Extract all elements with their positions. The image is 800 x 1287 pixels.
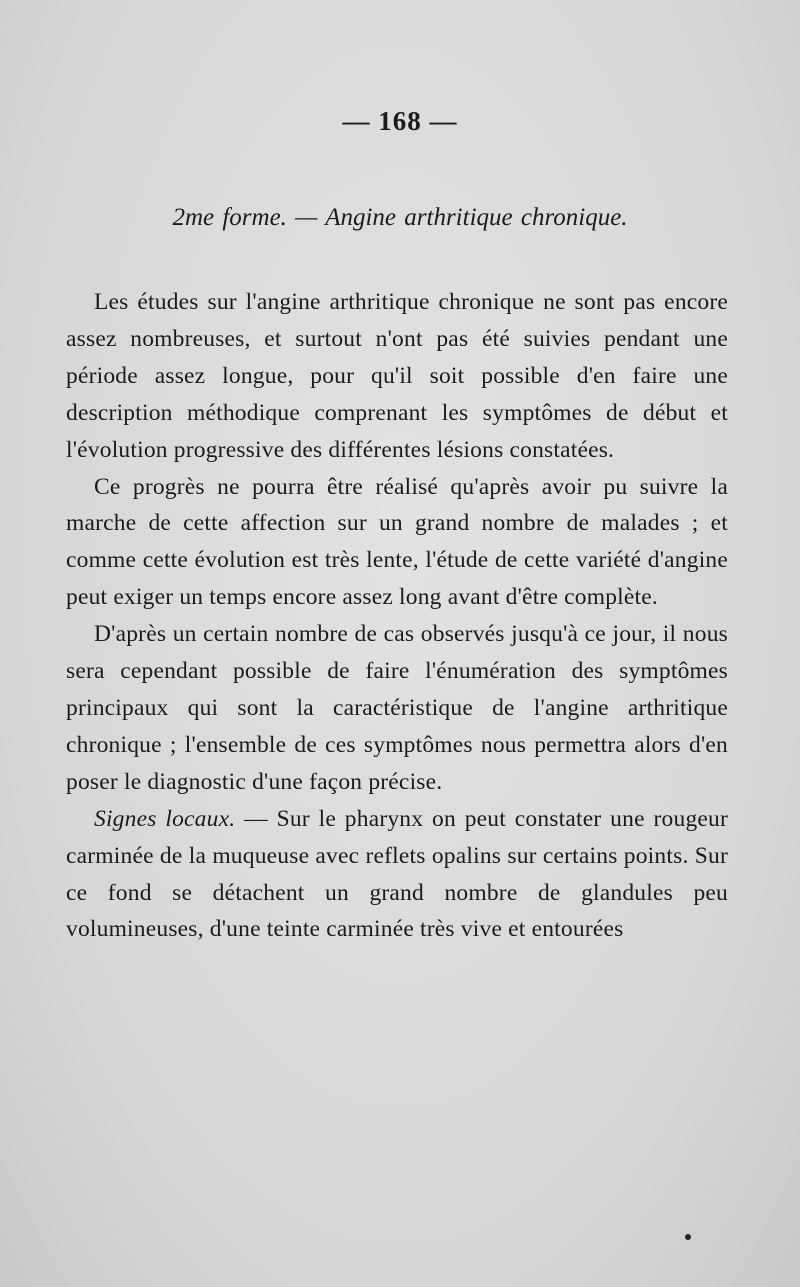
body-text bbox=[66, 284, 728, 948]
paragraph bbox=[66, 469, 728, 617]
paragraph-text: D'après un certain nombre de cas observés jusqu'à ce jour, il nous sera cependant possible de faire l'énumération des symptômes principaux qui sont la caractéristique de l'angine arthritique chronique ; l'ensemble de ces symptômes nous permettra alors d'en poser le diagnostic d'une façon précise. bbox=[66, 621, 728, 795]
paragraph bbox=[66, 801, 728, 949]
paragraph bbox=[66, 284, 728, 469]
section-title: 2me forme. — Angine arthritique chronique. bbox=[172, 204, 628, 231]
paragraph-text: — Sur le pharynx on peut constater une rougeur carminée de la muqueuse avec reflets opalins sur certains points. Sur ce fond se détachent un grand nombre de glandules peu volumineuses, d'une teinte carminée très vive et entourées bbox=[66, 805, 728, 943]
paragraph-text: Ce progrès ne pourra être réalisé qu'après avoir pu suivre la marche de cette affection sur un grand nombre de malades ; et comme cette évolution est très lente, l'étude de cette variété d'angine peut exiger un temps encore assez long avant d'être complète. bbox=[66, 473, 728, 611]
paragraph bbox=[66, 616, 728, 801]
paragraph-lead: Signes locaux. bbox=[94, 805, 236, 832]
ink-speck bbox=[685, 1234, 691, 1240]
paragraph-text: Les études sur l'angine arthritique chronique ne sont pas encore assez nombreuses, et surtout n'ont pas été suivies pendant une période assez longue, pour qu'il soit possible d'en faire une description méthodique comprenant les symptômes de début et l'évolution progressive des différentes lésions constatées. bbox=[66, 289, 728, 463]
page-number: — 168 — bbox=[342, 106, 458, 136]
